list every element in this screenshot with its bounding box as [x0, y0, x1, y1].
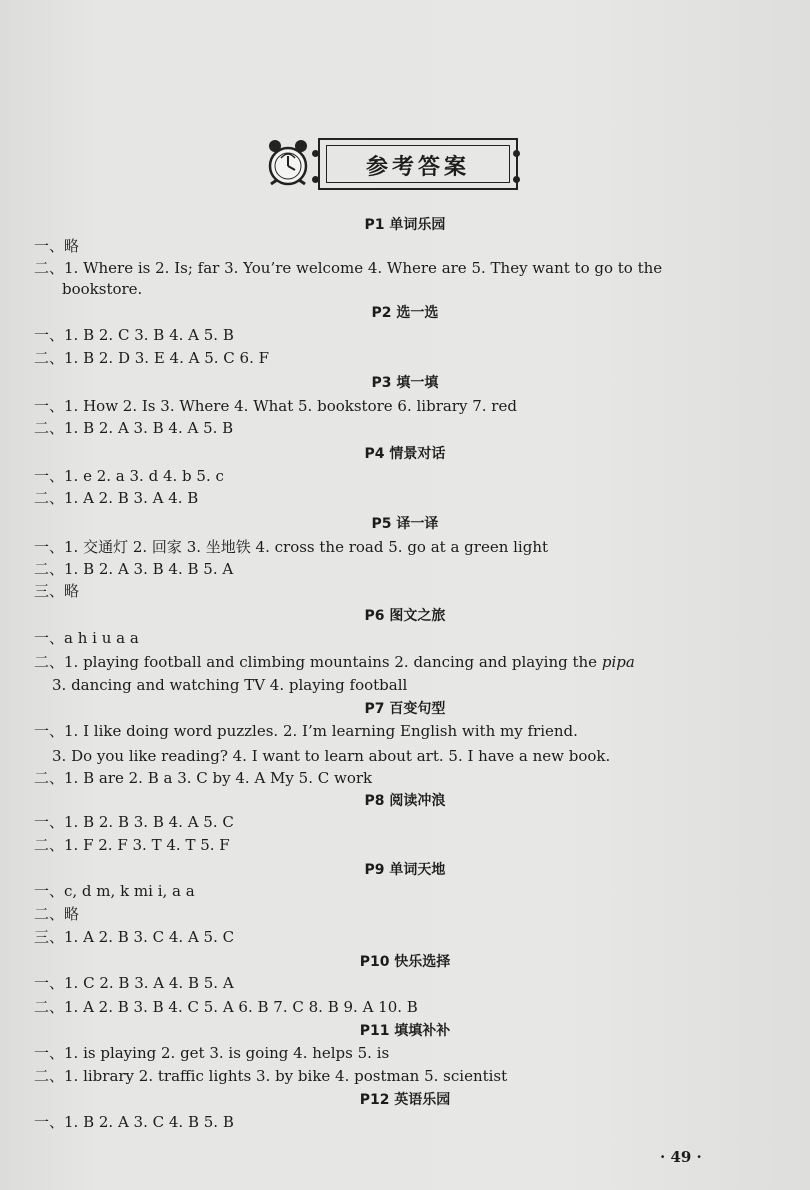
- section-heading: P6 图文之旅: [364, 608, 446, 624]
- answer-line: 三、1. A 2. B 3. C 4. A 5. C: [34, 928, 235, 946]
- section-heading: P11 填填补补: [359, 1023, 451, 1039]
- section-heading: P3 填一填: [371, 375, 439, 391]
- answer-line: 二、1. B 2. A 3. B 4. A 5. B: [34, 419, 234, 437]
- answer-line: 一、1. B 2. C 3. B 4. A 5. B: [34, 326, 234, 344]
- answer-line: 一、1. e 2. a 3. d 4. b 5. c: [34, 467, 224, 485]
- section-heading: P2 选一选: [371, 305, 439, 321]
- answer-line: 一、c, d m, k mi i, a a: [34, 882, 195, 900]
- answer-line: 一、1. B 2. A 3. C 4. B 5. B: [34, 1113, 234, 1131]
- section-heading: P4 情景对话: [364, 446, 446, 462]
- answer-line: 二、1. F 2. F 3. T 4. T 5. F: [34, 836, 230, 854]
- section-heading: P10 快乐选择: [359, 954, 451, 970]
- answer-line: 二、1. Where is 2. Is; far 3. You’re welcome 4. Where are 5. They want to go to the: [34, 259, 663, 277]
- answer-line: [34, 652, 635, 672]
- answer-line: 二、1. B 2. D 3. E 4. A 5. C 6. F: [34, 349, 270, 367]
- answer-line: bookstore.: [62, 280, 143, 298]
- clock-mascot-icon: [263, 136, 313, 190]
- answer-line: 一、a h i u a a: [34, 629, 139, 647]
- section-heading: P12 英语乐园: [359, 1092, 451, 1108]
- answer-line: 一、1. is playing 2. get 3. is going 4. helps 5. is: [34, 1044, 390, 1062]
- answer-text-italic: pipa: [601, 653, 635, 671]
- answer-line: 三、略: [34, 582, 80, 600]
- answer-line: 二、1. A 2. B 3. B 4. C 5. A 6. B 7. C 8. B 9. A 10. B: [34, 998, 418, 1016]
- section-heading: P7 百变句型: [364, 701, 446, 717]
- answer-line: 3. dancing and watching TV 4. playing football: [52, 676, 408, 694]
- answer-line: 二、1. library 2. traffic lights 3. by bike 4. postman 5. scientist: [34, 1067, 508, 1085]
- answer-text: 二、1. playing football and climbing mountains 2. dancing and playing the: [34, 653, 602, 671]
- section-heading: P9 单词天地: [364, 862, 446, 878]
- answer-line: 一、1. C 2. B 3. A 4. B 5. A: [34, 974, 234, 992]
- answer-line: 二、1. B are 2. B a 3. C by 4. A My 5. C work: [34, 769, 373, 787]
- section-heading: P8 阅读冲浪: [364, 793, 446, 809]
- answer-line: 一、1. B 2. B 3. B 4. A 5. C: [34, 813, 234, 831]
- answer-line: 一、1. How 2. Is 3. Where 4. What 5. bookstore 6. library 7. red: [34, 397, 517, 415]
- section-heading: P1 单词乐园: [364, 217, 446, 233]
- title-box: [318, 138, 518, 190]
- answer-line: 一、1. 交通灯 2. 回家 3. 坐地铁 4. cross the road 5. go at a green light: [34, 538, 549, 556]
- answer-line: 一、1. I like doing word puzzles. 2. I’m learning English with my friend.: [34, 722, 578, 740]
- answer-line: 二、1. A 2. B 3. A 4. B: [34, 489, 199, 507]
- page-title: 参考答案: [365, 155, 470, 180]
- page-number: · 49 ·: [660, 1148, 702, 1166]
- answer-line: 二、略: [34, 905, 80, 923]
- answer-line: 二、1. B 2. A 3. B 4. B 5. A: [34, 560, 234, 578]
- answer-line: 一、略: [34, 237, 80, 255]
- answer-line: 3. Do you like reading? 4. I want to learn about art. 5. I have a new book.: [52, 747, 611, 765]
- section-heading: P5 译一译: [371, 516, 439, 532]
